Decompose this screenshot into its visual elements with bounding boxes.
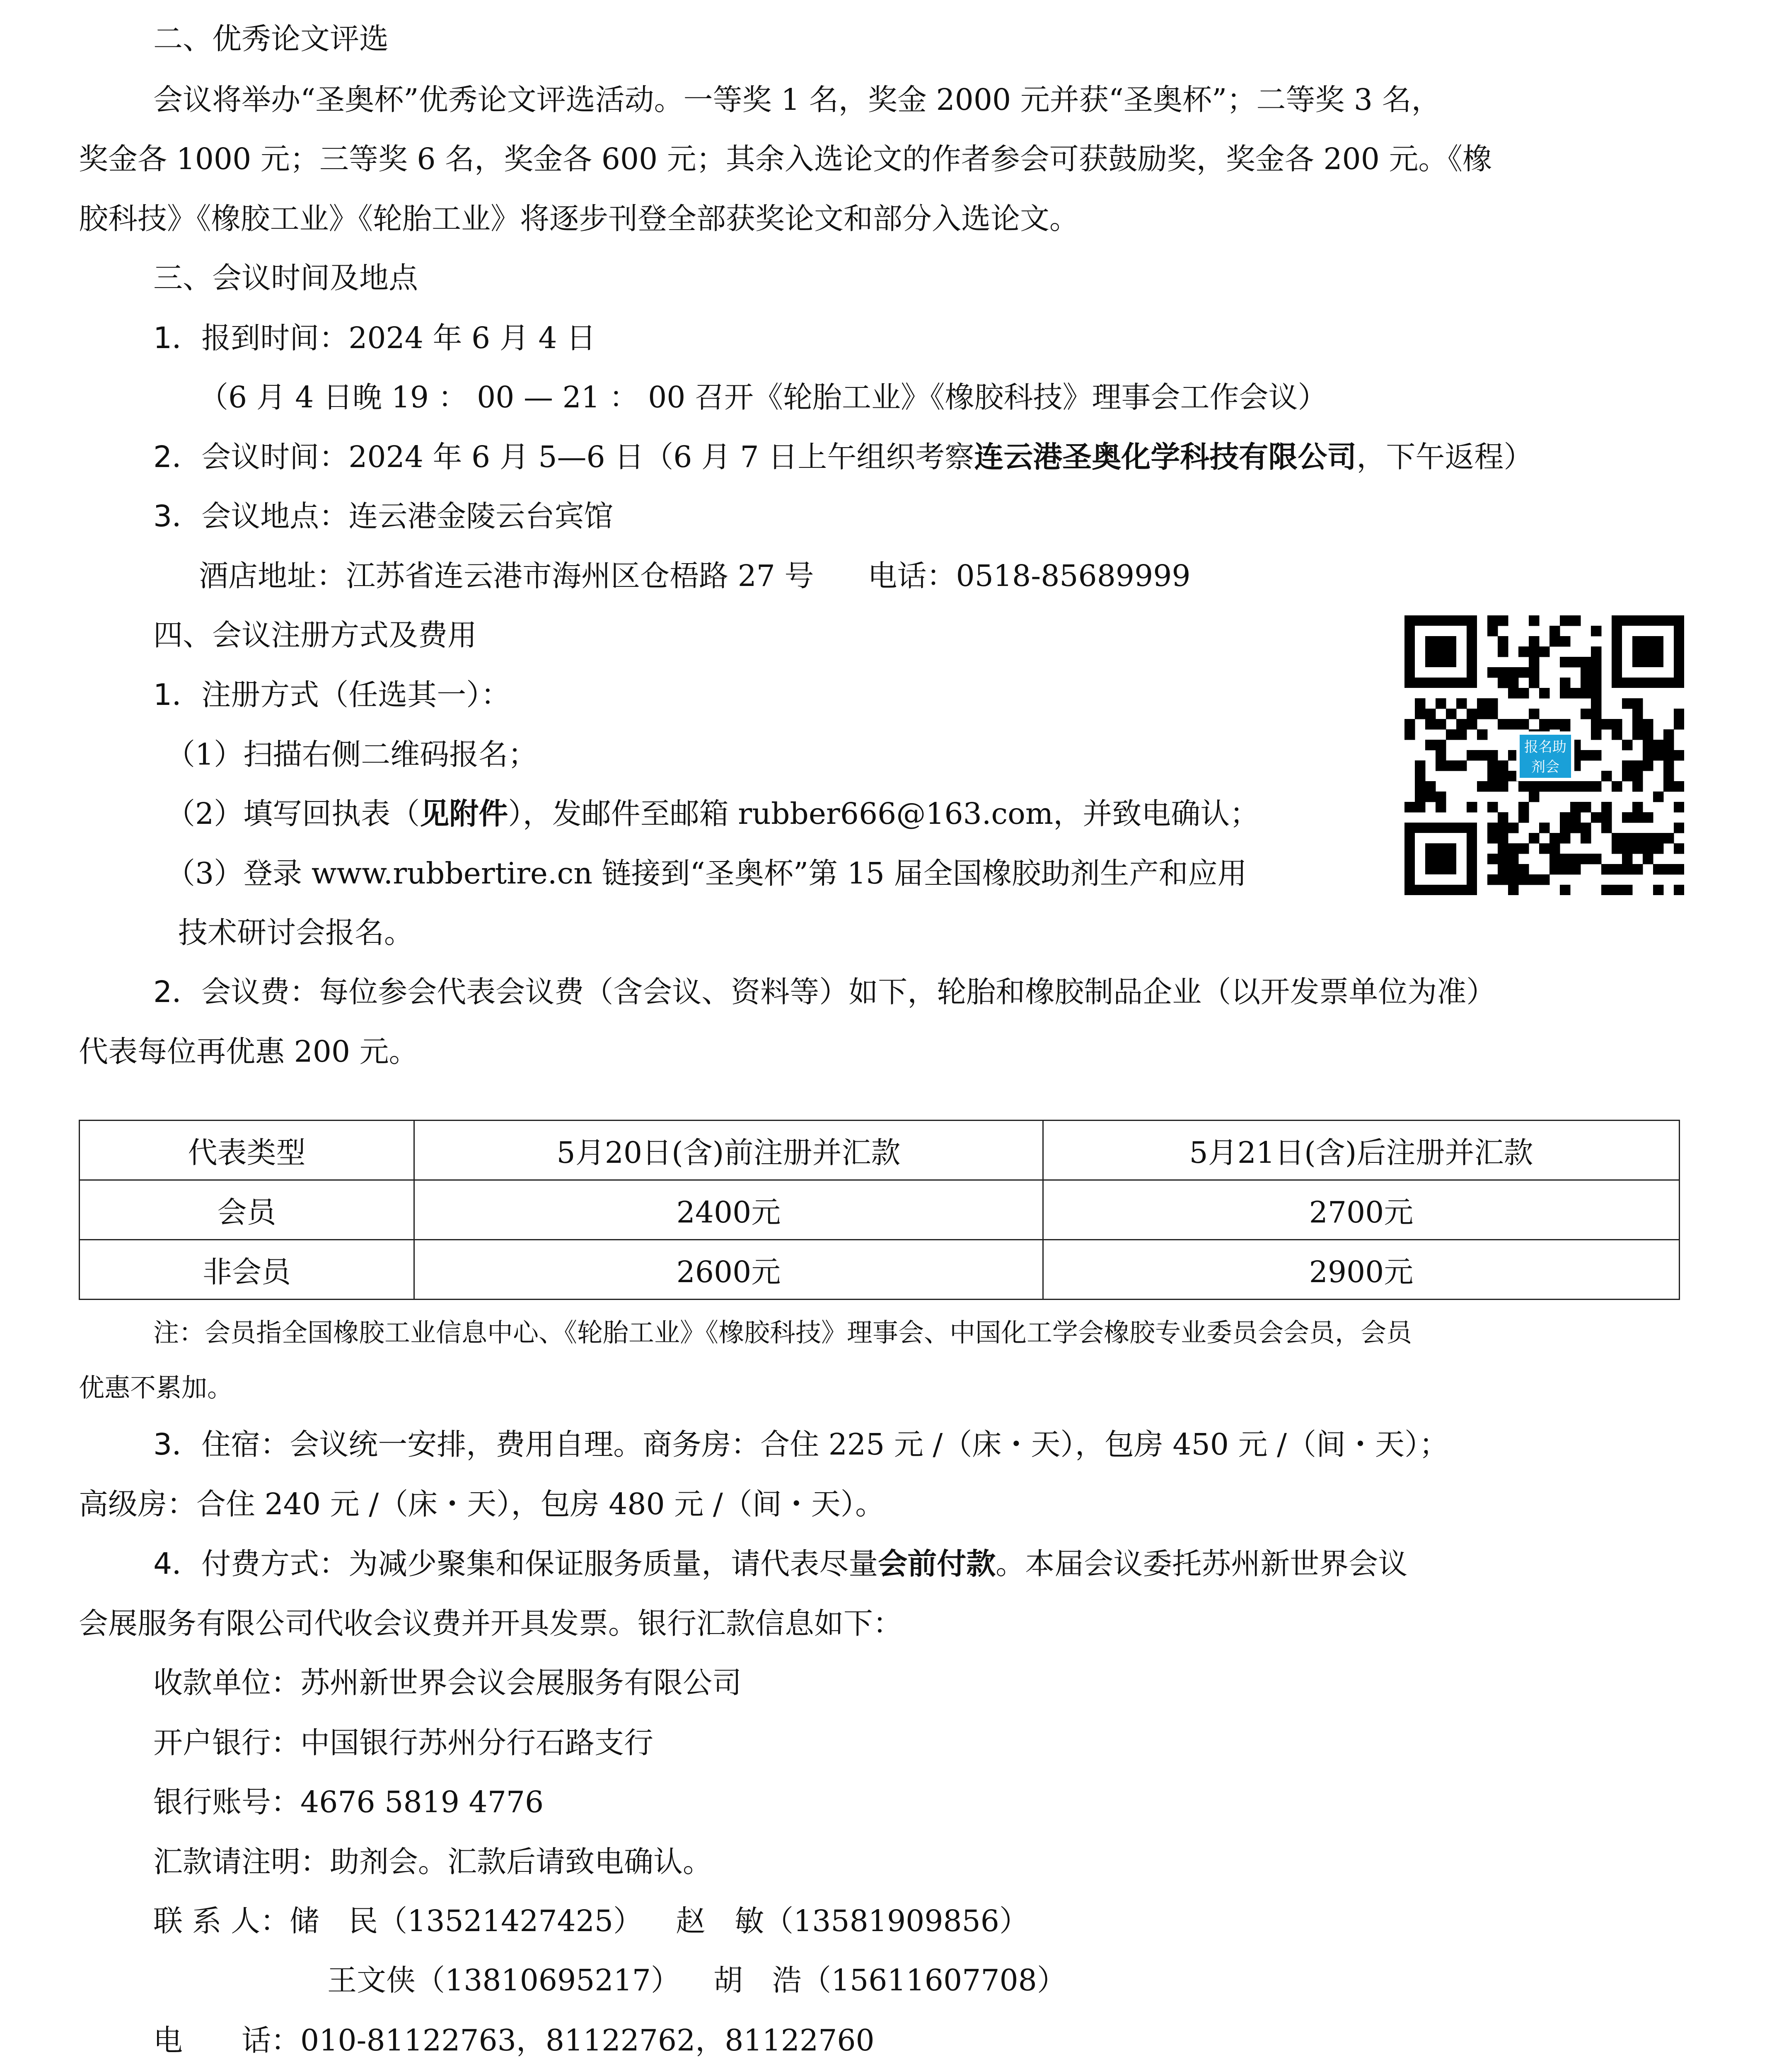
fee-label: 2．会议费： xyxy=(153,975,319,1009)
remit-label: 汇款请注明：助剂会 xyxy=(153,1844,418,1879)
contact-phone: （15611607708） xyxy=(801,1963,1066,1997)
section-2-para-line-1: 会议将举办“圣奥杯”优秀论文评选活动。一等奖 1 名，奖金 2000 元并获“圣奥杯”；二等奖 3 名， xyxy=(153,82,1441,117)
section-3-title: 三、会议时间及地点 xyxy=(153,261,418,295)
venue-line xyxy=(153,501,613,531)
payment-label: 4．付费方式： xyxy=(153,1547,349,1581)
fee-line-1 xyxy=(153,977,1496,1007)
contacts-label: 联 系 人： xyxy=(153,1904,290,1938)
table-header: 5月20日(含)前注册并汇款 xyxy=(414,1121,1043,1180)
account-line xyxy=(153,1787,544,1817)
hotel-phone: 0518-85689999 xyxy=(956,559,1191,593)
section-2-para-line-2: 奖金各 1000 元；三等奖 6 名，奖金各 600 元；其余入选论文的作者参会可获鼓励奖，奖金各 200 元。《橡 xyxy=(79,142,1492,176)
hotel-label: 酒店地址： xyxy=(199,559,346,593)
meeting-time-line xyxy=(153,442,1533,472)
table-header-row xyxy=(80,1121,1680,1180)
bank-value: 中国银行苏州分行石路支行 xyxy=(300,1726,654,1760)
table-cell: 2600元 xyxy=(414,1240,1043,1300)
member-note-line-1: 注：会员指全国橡胶工业信息中心、《轮胎工业》《橡胶科技》理事会、中国化工学会橡胶专业委员会会员，会员 xyxy=(153,1317,1412,1348)
table-header: 5月21日(含)后注册并汇款 xyxy=(1043,1121,1680,1180)
table-cell: 2400元 xyxy=(414,1180,1043,1240)
registration-option-2 xyxy=(166,796,1259,831)
venue-label: 3．会议地点： xyxy=(153,499,349,533)
table-cell: 2900元 xyxy=(1043,1240,1680,1300)
hotel-address: 江苏省连云港市海州区仓梧路 27 号 xyxy=(346,559,814,593)
table-row xyxy=(80,1180,1680,1240)
section-2-para-line-3: 胶科技》《橡胶工业》《轮胎工业》将逐步刊登全部获奖论文和部分入选论文。 xyxy=(79,201,1079,236)
hotel-phone-label: 电话： xyxy=(868,559,956,593)
remit-desc: 。汇款后请致电确认。 xyxy=(418,1844,713,1879)
table-cell: 2700元 xyxy=(1043,1180,1680,1240)
option-2-email: ），发邮件至邮箱 rubber666@163.com，并致电确认； xyxy=(508,796,1259,831)
meeting-label: 2．会议时间： xyxy=(153,440,349,474)
payee-value: 苏州新世界会议会展服务有限公司 xyxy=(300,1665,742,1700)
registration-qr-code[interactable] xyxy=(1404,615,1684,895)
payment-emphasis: 会前付款 xyxy=(878,1547,996,1581)
table-cell: 非会员 xyxy=(80,1240,414,1300)
contacts-line-2 xyxy=(327,1965,1066,1995)
payment-line-1 xyxy=(153,1547,1408,1581)
bank-line xyxy=(153,1726,654,1760)
telephone-value: 010-81122763，81122762，81122760 xyxy=(300,2023,875,2057)
meeting-company: 连云港圣奥化学科技有限公司 xyxy=(974,440,1357,474)
payee-line xyxy=(153,1665,742,1700)
fee-line-2: 代表每位再优惠 200 元。 xyxy=(79,1034,418,1069)
section-4-title: 四、会议注册方式及费用 xyxy=(153,618,477,652)
lodging-desc: 会议统一安排，费用自理。商务房：合住 225 元 /（床・天），包房 450 元 /（间・天）； xyxy=(290,1427,1449,1462)
checkin-value: 2024 年 6 月 4 日 xyxy=(348,321,596,355)
table-cell: 会员 xyxy=(80,1180,414,1240)
registration-title-note: （任选其一）： xyxy=(319,678,510,712)
telephone-line xyxy=(153,2023,875,2057)
option-2-text: （2）填写回执表（ xyxy=(166,796,420,831)
checkin-note: （6 月 4 日晚 19 ： 00 — 21 ： 00 召开《轮胎工业》《橡胶科技》理事会工作会议） xyxy=(199,380,1327,414)
fee-table xyxy=(79,1120,1680,1300)
checkin-label: 1．报到时间： xyxy=(153,321,349,355)
contact-name: 王文侠 xyxy=(327,1963,416,1997)
option-2-attachment: 见附件 xyxy=(420,796,508,831)
venue-value: 连云港金陵云台宾馆 xyxy=(348,499,614,533)
registration-title-line xyxy=(153,678,510,712)
lodging-label: 3．住宿： xyxy=(153,1427,290,1462)
payee-label: 收款单位： xyxy=(153,1665,301,1700)
registration-option-3-cont: 技术研讨会报名。 xyxy=(178,915,414,950)
contact-phone: （13581909856） xyxy=(764,1904,1029,1938)
table-header: 代表类型 xyxy=(80,1121,414,1180)
registration-title: 1．注册方式 xyxy=(153,678,319,712)
payment-line-2: 会展服务有限公司代收会议费并开具发票。银行汇款信息如下： xyxy=(79,1606,903,1641)
payment-desc: 为减少聚集和保证服务质量，请代表尽量 xyxy=(348,1547,878,1581)
payment-desc-post: 。本届会议委托苏州新世界会议 xyxy=(996,1547,1408,1581)
lodging-line-2: 高级房：合住 240 元 /（床・天），包房 480 元 /（间・天）。 xyxy=(79,1487,885,1521)
qr-caption: 报名助剂会 xyxy=(1524,739,1566,775)
registration-option-3: （3）登录 www.rubbertire.cn 链接到“圣奥杯”第 15 届全国橡胶助剂生产和应用 xyxy=(166,856,1247,891)
table-row xyxy=(80,1240,1680,1300)
remit-line xyxy=(153,1844,713,1879)
contact-name: 胡 浩 xyxy=(713,1963,802,1997)
section-2-title: 二、优秀论文评选 xyxy=(153,22,389,56)
meeting-value: 2024 年 6 月 5—6 日（6 月 7 日上午组织考察 xyxy=(348,440,974,474)
contact-name: 储 民 xyxy=(290,1904,378,1938)
hotel-line xyxy=(199,561,1191,591)
contact-name: 赵 敏 xyxy=(676,1904,764,1938)
member-note-line-2: 优惠不累加。 xyxy=(79,1372,233,1403)
telephone-label: 电 话： xyxy=(153,2023,301,2057)
account-value: 4676 5819 4776 xyxy=(300,1785,544,1819)
qr-center-badge xyxy=(1516,731,1574,781)
contact-phone: （13521427425） xyxy=(378,1904,643,1938)
meeting-value-post: ，下午返程） xyxy=(1356,440,1533,474)
fee-desc: 每位参会代表会议费（含会议、资料等）如下，轮胎和橡胶制品企业（以开发票单位为准） xyxy=(319,975,1496,1009)
bank-label: 开户银行： xyxy=(153,1726,301,1760)
lodging-line-1 xyxy=(153,1427,1449,1462)
registration-option-1: （1）扫描右侧二维码报名； xyxy=(166,737,538,772)
account-label: 银行账号： xyxy=(153,1785,301,1819)
contacts-line-1 xyxy=(153,1906,1029,1936)
checkin-line xyxy=(153,323,596,353)
contact-phone: （13810695217） xyxy=(416,1963,680,1997)
